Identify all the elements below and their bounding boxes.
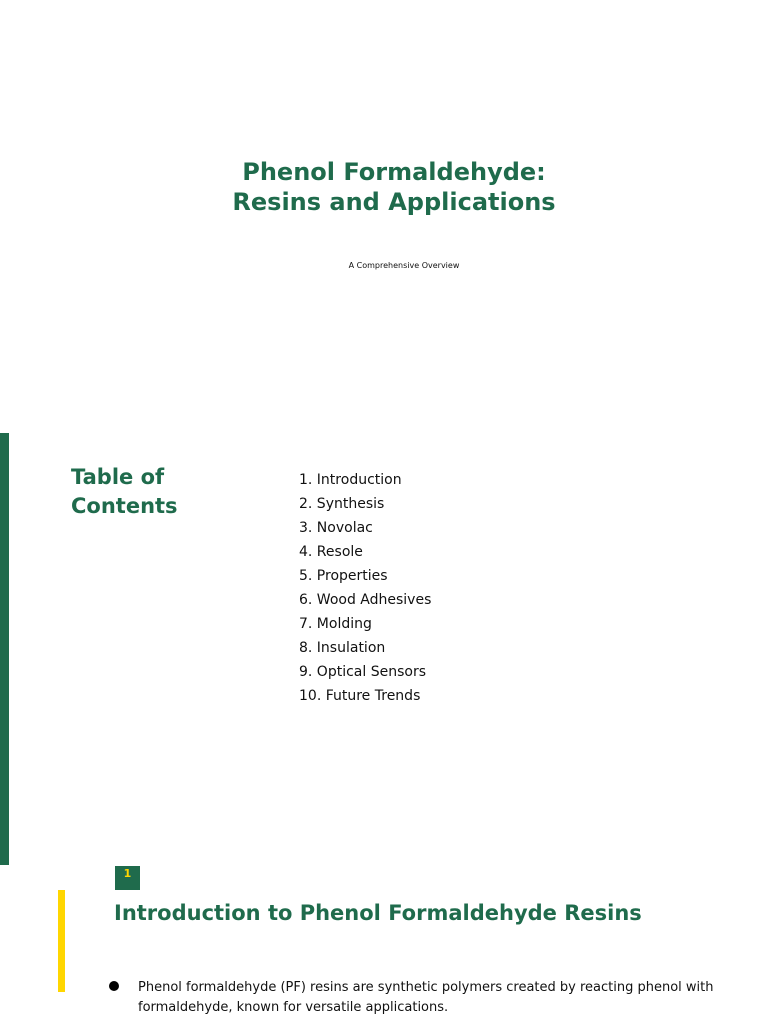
toc-list: [299, 468, 431, 708]
toc-accent-bar: [0, 433, 9, 865]
title-block: [0, 157, 768, 217]
document-title: [0, 157, 768, 217]
document-title-line-2: Resins and Applications: [232, 188, 556, 216]
toc-item-synthesis: 2. Synthesis: [299, 496, 385, 512]
toc-item-molding: 7. Molding: [299, 616, 372, 632]
toc-item-insulation: 8. Insulation: [299, 640, 386, 656]
toc-heading-line-1: Table of: [71, 465, 165, 489]
bullet-dot-icon: [109, 981, 119, 991]
section-number-badge: 1: [115, 866, 140, 890]
toc-item-introduction: 1. Introduction: [299, 472, 402, 488]
bullet-text: Phenol formaldehyde (PF) resins are synthetic polymers created by reacting phenol with formaldehyde, known for versatile applications.: [138, 980, 714, 1015]
toc-heading-line-2: Contents: [71, 494, 178, 518]
section-heading: Introduction to Phenol Formaldehyde Resins: [114, 901, 642, 925]
toc-heading: [71, 463, 241, 521]
toc-item-properties: 5. Properties: [299, 568, 388, 584]
section-accent-bar: [58, 890, 65, 992]
document-title-line-1: Phenol Formaldehyde:: [242, 158, 546, 186]
toc-item-novolac: 3. Novolac: [299, 520, 373, 536]
toc-item-wood-adhesives: 6. Wood Adhesives: [299, 592, 432, 608]
document-subtitle: A Comprehensive Overview: [348, 261, 460, 270]
toc-item-resole: 4. Resole: [299, 544, 363, 560]
toc-item-optical-sensors: 9. Optical Sensors: [299, 664, 426, 680]
toc-item-future-trends: 10. Future Trends: [299, 688, 421, 704]
